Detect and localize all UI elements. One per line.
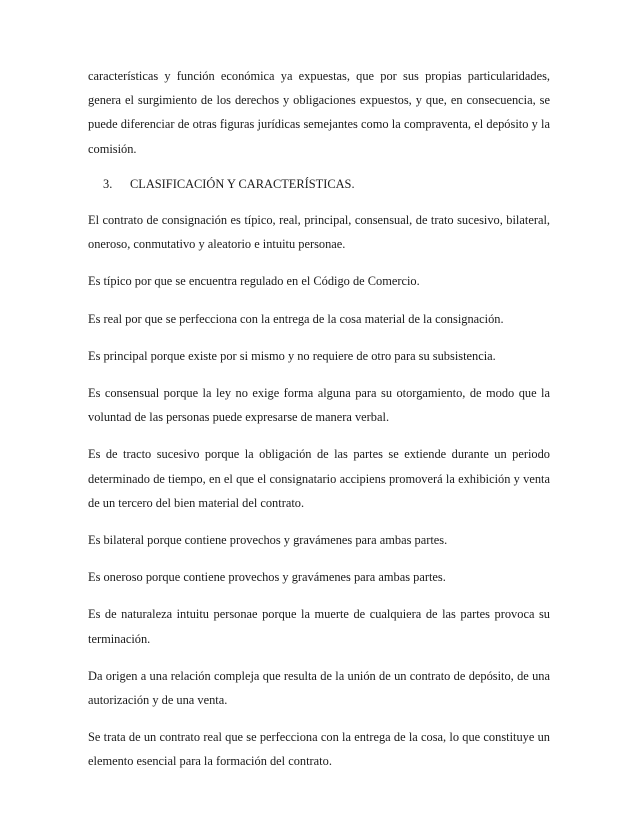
section-number: 3.	[103, 176, 113, 191]
section-heading	[88, 172, 550, 196]
paragraph-principal: Es principal porque existe por si mismo y no requiere de otro para su subsistencia.	[88, 348, 496, 363]
document-page	[88, 64, 550, 787]
paragraph-tracto-sucesivo: Es de tracto sucesivo porque la obligación de las partes se extiende durante un periodo determinado de tiempo, en el que el consignatario accipiens promoverá la exhibición y venta de un tercero del bien material del contrato.	[88, 447, 550, 510]
paragraph-consensual: Es consensual porque la ley no exige forma alguna para su otorgamiento, de modo que la voluntad de las personas puede expresarse de manera verbal.	[88, 386, 550, 425]
paragraph-oneroso: Es oneroso porque contiene provechos y gravámenes para ambas partes.	[88, 570, 446, 585]
intro-paragraph: características y función económica ya expuestas, que por sus propias particularidades, genera el surgimiento de los derechos y obligaciones expuestos, y que, en consecuencia, se puede diferenciar de otras figuras jurídicas semejantes como la compraventa, el depósito y la comisión.	[88, 69, 550, 156]
paragraph-bilateral: Es bilateral porque contiene provechos y gravámenes para ambas partes.	[88, 533, 448, 548]
paragraph-classification: El contrato de consignación es típico, real, principal, consensual, de trato sucesivo, bilateral, oneroso, conmutativo y aleatorio e intuitu personae.	[88, 213, 550, 252]
section-title: CLASIFICACIÓN Y CARACTERÍSTICAS.	[130, 176, 355, 191]
paragraph-real: Es real por que se perfecciona con la entrega de la cosa material de la consignación.	[88, 311, 504, 326]
paragraph-intuitu-personae: Es de naturaleza intuitu personae porque la muerte de cualquiera de las partes provoca su terminación.	[88, 607, 550, 646]
paragraph-contrato-real: Se trata de un contrato real que se perfecciona con la entrega de la cosa, lo que constituye un elemento esencial para la formación del contrato.	[88, 730, 550, 769]
paragraph-tipico: Es típico por que se encuentra regulado en el Código de Comercio.	[88, 274, 420, 289]
paragraph-relacion-compleja: Da origen a una relación compleja que resulta de la unión de un contrato de depósito, de una autorización y de una venta.	[88, 668, 550, 708]
